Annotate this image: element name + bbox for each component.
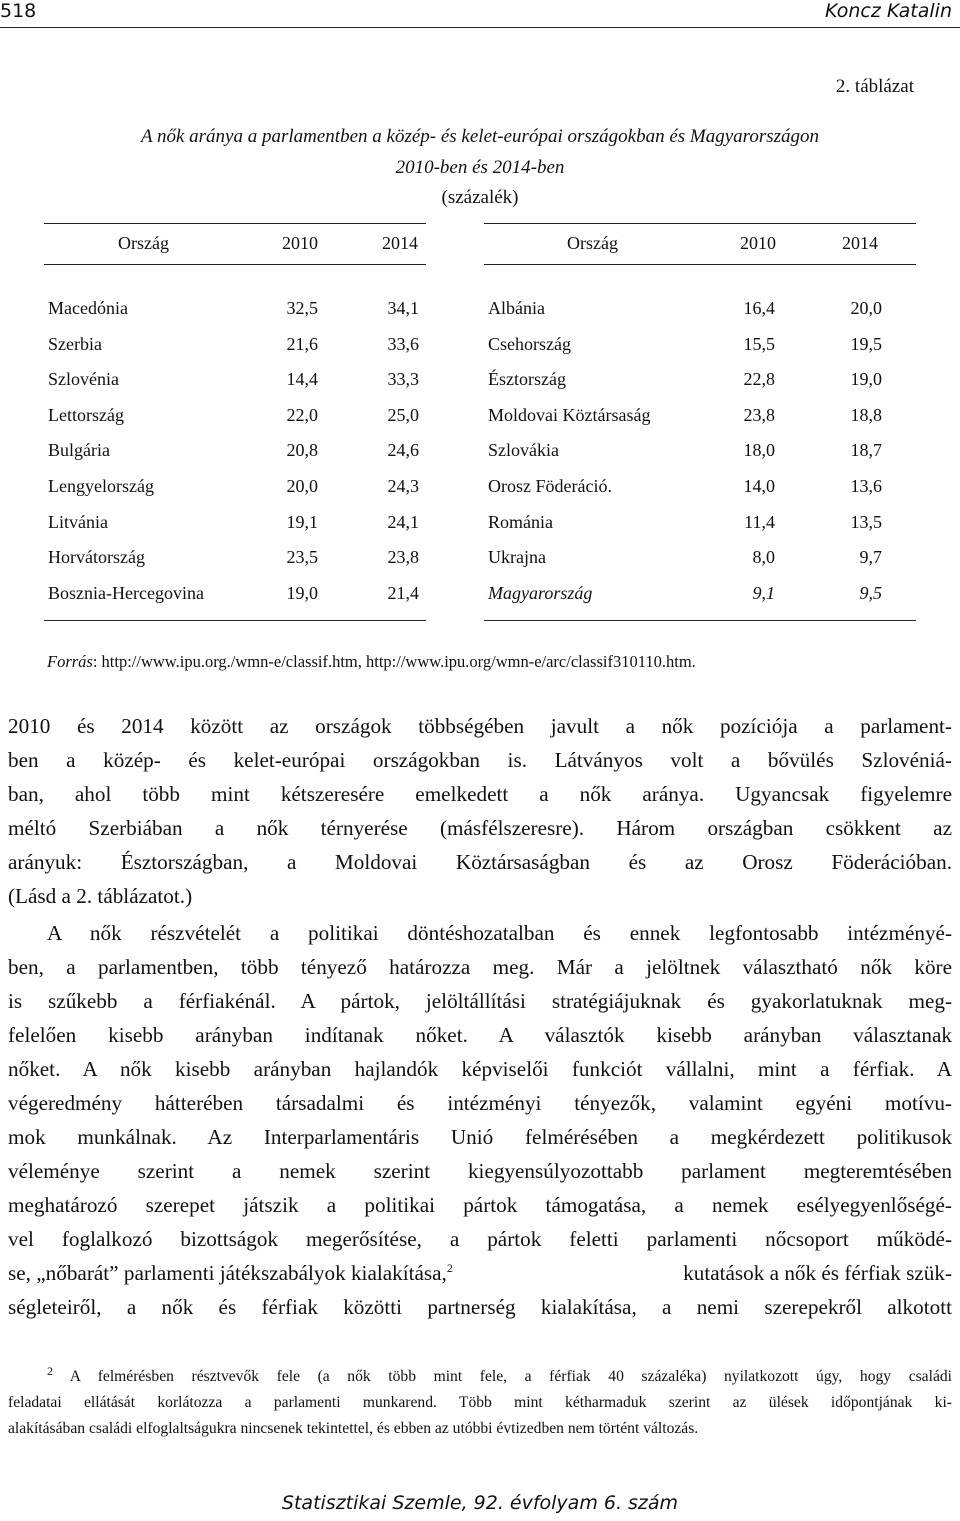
table-cell-2010: 11,4 xyxy=(744,512,775,532)
footnote-line xyxy=(47,1363,952,1388)
table-cell-2014: 24,1 xyxy=(387,512,419,532)
header-rule xyxy=(0,27,960,28)
table-top-rule-left xyxy=(44,223,426,224)
table-cell-country: Szlovákia xyxy=(488,440,559,460)
table-cell-2010: 23,8 xyxy=(743,405,775,425)
table-cell-2010: 9,1 xyxy=(752,583,775,603)
table-cell-country: Szlovénia xyxy=(48,369,119,389)
table-cell-2014: 9,7 xyxy=(859,547,882,567)
paragraph-2-line-text: se, „nőbarát” parlamenti játékszabályok kialakítása, xyxy=(8,1261,447,1285)
column-header-country-right: Ország xyxy=(567,233,618,253)
table-title-line-1: A nők aránya a parlamentben a közép- és kelet-európai országokban és Magyarországon xyxy=(140,126,820,147)
table-cell-2014: 24,6 xyxy=(387,440,419,460)
table-cell-2010: 19,0 xyxy=(286,583,318,603)
column-header-country-left: Ország xyxy=(118,233,169,253)
footnote-text: A felmérésben résztvevők fele (a nők több mint fele, a férfiak 40 százaléka) nyilatkozott úgy, hogy családi xyxy=(69,1368,952,1385)
footnote-reference[interactable]: 2 xyxy=(446,1260,453,1275)
table-cell-country: Lengyelország xyxy=(48,476,154,496)
table-cell-2014: 34,1 xyxy=(387,298,419,318)
table-cell-2010: 8,0 xyxy=(752,547,775,567)
source-label: Forrás xyxy=(47,652,93,671)
column-header-2014-left: 2014 xyxy=(382,233,418,253)
table-cell-2010: 16,4 xyxy=(743,298,775,318)
paragraph-2-line: nőket. A nők kisebb arányban hajlandók képviselői funkciót vállalni, mint a férfiak. A xyxy=(8,1057,952,1081)
column-header-2010-right: 2010 xyxy=(740,233,776,253)
table-source xyxy=(47,652,696,672)
table-bottom-rule-right xyxy=(484,620,916,621)
table-cell-2010: 14,0 xyxy=(743,476,775,496)
table-cell-country: Bulgária xyxy=(48,440,110,460)
table-cell-country: Magyarország xyxy=(488,583,593,603)
table-cell-2014: 13,5 xyxy=(850,512,882,532)
paragraph-2-line: végeredmény hátterében társadalmi és intézményi tényezők, valamint egyéni motívu- xyxy=(8,1091,952,1115)
table-cell-2010: 18,0 xyxy=(743,440,775,460)
table-cell-country: Litvánia xyxy=(48,512,108,532)
table-cell-country: Albánia xyxy=(488,298,545,318)
paragraph-2-line: ben, a parlamentben, több tényező határozza meg. Már a jelöltnek választható nők köre xyxy=(8,955,952,979)
paragraph-1-line: (Lásd a 2. táblázatot.) xyxy=(8,884,193,908)
table-cell-2014: 33,3 xyxy=(387,369,419,389)
table-cell-2014: 18,8 xyxy=(850,405,882,425)
table-cell-2010: 22,0 xyxy=(286,405,318,425)
column-header-2010-left: 2010 xyxy=(282,233,318,253)
table-cell-country: Horvátország xyxy=(48,547,145,567)
paragraph-2-line: A nők részvételét a politikai döntéshozatalban és ennek legfontosabb intézményé- xyxy=(47,921,952,945)
table-cell-2014: 19,0 xyxy=(850,369,882,389)
table-cell-country: Bosznia-Hercegovina xyxy=(48,583,204,603)
table-cell-2014: 18,7 xyxy=(850,440,882,460)
page-number: 518 xyxy=(0,0,37,22)
table-cell-country: Macedónia xyxy=(48,298,128,318)
table-bottom-rule-left xyxy=(44,620,426,621)
table-cell-2010: 22,8 xyxy=(743,369,775,389)
paragraph-1-line: méltó Szerbiában a nők térnyerése (másfélszeresre). Három országban csökkent az xyxy=(8,816,952,840)
paragraph-1-line: arányuk: Észtországban, a Moldovai Köztársaságban és az Orosz Föderációban. xyxy=(8,850,952,874)
table-cell-2014: 24,3 xyxy=(387,476,419,496)
paragraph-2-line: meghatározó szerepet játszik a politikai pártok támogatása, a nemek esélyegyenlőségé- xyxy=(8,1193,952,1217)
paragraph-2-line-part-a xyxy=(8,1258,453,1288)
journal-footer: Statisztikai Szemle, 92. évfolyam 6. szám xyxy=(281,1492,679,1514)
table-cell-2014: 23,8 xyxy=(387,547,419,567)
table-cell-2010: 20,8 xyxy=(286,440,318,460)
paragraph-2-line-with-footnote xyxy=(8,1258,952,1288)
paragraph-1-line: 2010 és 2014 között az országok többségében javult a nők pozíciója a parlament- xyxy=(8,714,952,738)
paragraph-1-line: ben a közép- és kelet-európai országokban is. Látványos volt a bővülés Szlovéniá- xyxy=(8,748,952,772)
table-cell-country: Lettország xyxy=(48,405,124,425)
paragraph-2-line: ségleteiről, a nők és férfiak közötti partnerség kialakítása, a nemi szerepekről alkotott xyxy=(8,1295,952,1319)
source-text: : http://www.ipu.org./wmn-e/classif.htm, http://www.ipu.org/wmn-e/arc/classif310110.htm. xyxy=(92,652,696,671)
column-header-2014-right: 2014 xyxy=(842,233,878,253)
paragraph-1-line: ban, ahol több mint kétszeresére emelkedett a nők aránya. Ugyancsak figyelemre xyxy=(8,782,952,806)
table-cell-2010: 20,0 xyxy=(286,476,318,496)
table-cell-2010: 23,5 xyxy=(286,547,318,567)
table-cell-2010: 19,1 xyxy=(286,512,318,532)
table-cell-2014: 20,0 xyxy=(850,298,882,318)
running-head-author: Koncz Katalin xyxy=(824,0,952,22)
table-cell-country: Orosz Föderáció. xyxy=(488,476,612,496)
table-cell-2014: 33,6 xyxy=(387,334,419,354)
table-title-line-2: 2010-ben és 2014-ben xyxy=(395,157,565,178)
table-cell-2010: 14,4 xyxy=(286,369,318,389)
footnote-line: alakításában családi elfoglaltságukra nincsenek tekintettel, és ebben az utóbbi évtizedben nem történt változás. xyxy=(8,1420,699,1437)
table-cell-country: Moldovai Köztársaság xyxy=(488,405,651,425)
paragraph-2-line: vel foglalkozó bizottságok megerősítése, a pártok feletti parlamenti nőcsoport működé- xyxy=(8,1227,952,1251)
table-cell-2014: 19,5 xyxy=(850,334,882,354)
paragraph-2-line: is szűkebb a férfiakénál. A pártok, jelöltállítási stratégiájuknak és gyakorlatuknak meg- xyxy=(8,989,952,1013)
table-cell-country: Szerbia xyxy=(48,334,102,354)
paragraph-2-line: mok munkálnak. Az Interparlamentáris Unió felmérésében a megkérdezett politikusok xyxy=(8,1125,952,1149)
table-cell-2014: 9,5 xyxy=(859,583,882,603)
table-cell-country: Románia xyxy=(488,512,553,532)
table-header-rule-right xyxy=(484,264,916,265)
table-cell-country: Ukrajna xyxy=(488,547,546,567)
paragraph-2-line: felelően kisebb arányban indítanak nőket. A választók kisebb arányban választanak xyxy=(8,1023,952,1047)
table-cell-2014: 25,0 xyxy=(387,405,419,425)
table-cell-2014: 13,6 xyxy=(850,476,882,496)
paragraph-2-line: véleménye szerint a nemek szerint kiegyensúlyozottabb parlament megteremtésében xyxy=(8,1159,952,1183)
table-unit: (százalék) xyxy=(441,187,519,208)
table-cell-2010: 32,5 xyxy=(286,298,318,318)
footnote-line: feladatai ellátását korlátozza a parlamenti munkarend. Több mint kétharmaduk szerint az ülések időpontjának ki- xyxy=(8,1394,952,1411)
table-header-rule-left xyxy=(44,264,426,265)
table-cell-country: Észtország xyxy=(488,369,566,389)
table-cell-2010: 21,6 xyxy=(286,334,318,354)
table-number: 2. táblázat xyxy=(835,76,914,97)
footnote-marker: 2 xyxy=(47,1363,53,1378)
paragraph-2-line-part-b: kutatások a nők és férfiak szük- xyxy=(683,1261,952,1285)
table-cell-2010: 15,5 xyxy=(743,334,775,354)
table-cell-2014: 21,4 xyxy=(387,583,419,603)
table-cell-country: Csehország xyxy=(488,334,571,354)
table-top-rule-right xyxy=(484,223,916,224)
